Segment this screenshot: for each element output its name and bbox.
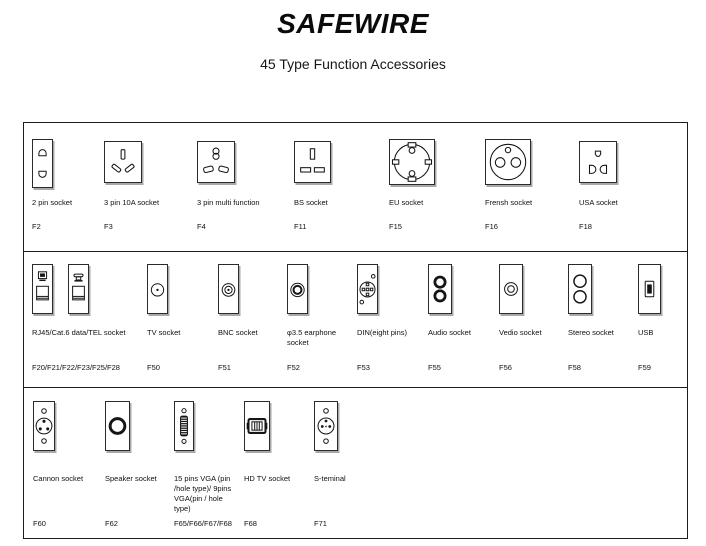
socket-label: 3 pin multi function xyxy=(197,198,260,207)
catalog-cell-f58 xyxy=(568,252,634,387)
socket-code: F15 xyxy=(389,222,402,231)
three-pin-multi-function-icon xyxy=(197,141,235,183)
speaker-socket-icon xyxy=(105,401,130,451)
socket-code: F20/F21/F22/F23/F25/F28 xyxy=(32,363,120,372)
catalog-cell-f2 xyxy=(32,123,98,251)
catalog-cell-f20 xyxy=(32,252,144,387)
catalog-cell-f18 xyxy=(579,123,679,251)
socket-code: F51 xyxy=(218,363,231,372)
catalog-cell-f50 xyxy=(147,252,215,387)
socket-code: F71 xyxy=(314,519,327,528)
socket-code: F56 xyxy=(499,363,512,372)
socket-label: 3 pin 10A socket xyxy=(104,198,160,207)
socket-code: F2 xyxy=(32,222,41,231)
socket-code: F11 xyxy=(294,222,307,231)
socket-label: BNC socket xyxy=(218,328,258,337)
video-socket-icon xyxy=(499,264,523,314)
socket-code: F4 xyxy=(197,222,206,231)
socket-label: Cannon socket xyxy=(33,474,84,483)
socket-label: φ3.5 earphone socket xyxy=(287,328,337,348)
socket-label: BS socket xyxy=(294,198,328,207)
table-row-power-sockets xyxy=(24,123,687,251)
socket-code: F55 xyxy=(428,363,441,372)
socket-label: TV socket xyxy=(147,328,181,337)
catalog-cell-f55 xyxy=(428,252,496,387)
catalog-cell-f65 xyxy=(174,388,242,538)
socket-label: Stereo socket xyxy=(568,328,614,337)
usa-socket-icon xyxy=(579,141,617,183)
din-socket-icon xyxy=(357,264,378,314)
accessories-table xyxy=(23,122,688,539)
socket-label: EU socket xyxy=(389,198,424,207)
socket-code: F50 xyxy=(147,363,160,372)
catalog-cell-f15 xyxy=(389,123,481,251)
socket-code: F16 xyxy=(485,222,498,231)
socket-label: USA socket xyxy=(579,198,618,207)
rj45-data-socket-icon xyxy=(32,264,53,314)
catalog-cell-f4 xyxy=(197,123,287,251)
french-socket-icon xyxy=(485,139,531,185)
socket-code: F60 xyxy=(33,519,46,528)
usb-socket-icon xyxy=(638,264,661,314)
socket-label: RJ45/Cat.6 data/TEL socket xyxy=(32,328,126,337)
hdtv-socket-icon xyxy=(244,401,270,451)
socket-code: F18 xyxy=(579,222,592,231)
socket-label: Audio socket xyxy=(428,328,471,337)
stereo-socket-icon xyxy=(568,264,592,314)
rj45-tel-socket-icon xyxy=(68,264,89,314)
vga-socket-icon xyxy=(174,401,194,451)
socket-code: F62 xyxy=(105,519,118,528)
catalog-cell-f3 xyxy=(104,123,196,251)
socket-label: S-teminal xyxy=(314,474,346,483)
catalog-cell-f52 xyxy=(287,252,355,387)
catalog-cell-f53 xyxy=(357,252,425,387)
catalog-cell-f11 xyxy=(294,123,388,251)
three-pin-10a-socket-icon xyxy=(104,141,142,183)
cannon-socket-icon xyxy=(33,401,55,451)
socket-label: Vedio socket xyxy=(499,328,542,337)
socket-code: F59 xyxy=(638,363,651,372)
table-row-data-av-sockets xyxy=(24,251,687,387)
catalog-cell-f56 xyxy=(499,252,565,387)
socket-label: Frensh socket xyxy=(485,198,533,207)
page-subtitle: 45 Type Function Accessories xyxy=(260,56,446,72)
catalog-cell-f59 xyxy=(638,252,682,387)
socket-code: F68 xyxy=(244,519,257,528)
catalog-cell-f62 xyxy=(105,388,173,538)
socket-code: F3 xyxy=(104,222,113,231)
table-row-pro-av-sockets xyxy=(24,387,687,538)
socket-code: F53 xyxy=(357,363,370,372)
eu-socket-icon xyxy=(389,139,435,185)
socket-code: F65/F66/F67/F68 xyxy=(174,519,232,528)
bnc-socket-icon xyxy=(218,264,239,314)
s-terminal-socket-icon xyxy=(314,401,338,451)
socket-code: F52 xyxy=(287,363,300,372)
socket-label: HD TV socket xyxy=(244,474,291,483)
socket-code: F58 xyxy=(568,363,581,372)
page-title: SAFEWIRE xyxy=(277,8,429,39)
two-pin-socket-icon xyxy=(32,139,53,188)
catalog-cell-f68 xyxy=(244,388,312,538)
audio-socket-icon xyxy=(428,264,452,314)
bs-socket-icon xyxy=(294,141,331,183)
catalog-cell-f51 xyxy=(218,252,284,387)
socket-label: Speaker socket xyxy=(105,474,157,483)
socket-label: 2 pin socket xyxy=(32,198,73,207)
socket-label: 15 pins VGA (pin /hole type)/ 9pins VGA(pin / hole type) xyxy=(174,474,232,514)
earphone-socket-icon xyxy=(287,264,308,314)
socket-label: USB xyxy=(638,328,654,337)
tv-socket-icon xyxy=(147,264,168,314)
catalog-cell-f16 xyxy=(485,123,575,251)
socket-label: DIN(eight pins) xyxy=(357,328,408,337)
catalog-cell-f60 xyxy=(33,388,103,538)
catalog-cell-f71 xyxy=(314,388,394,538)
